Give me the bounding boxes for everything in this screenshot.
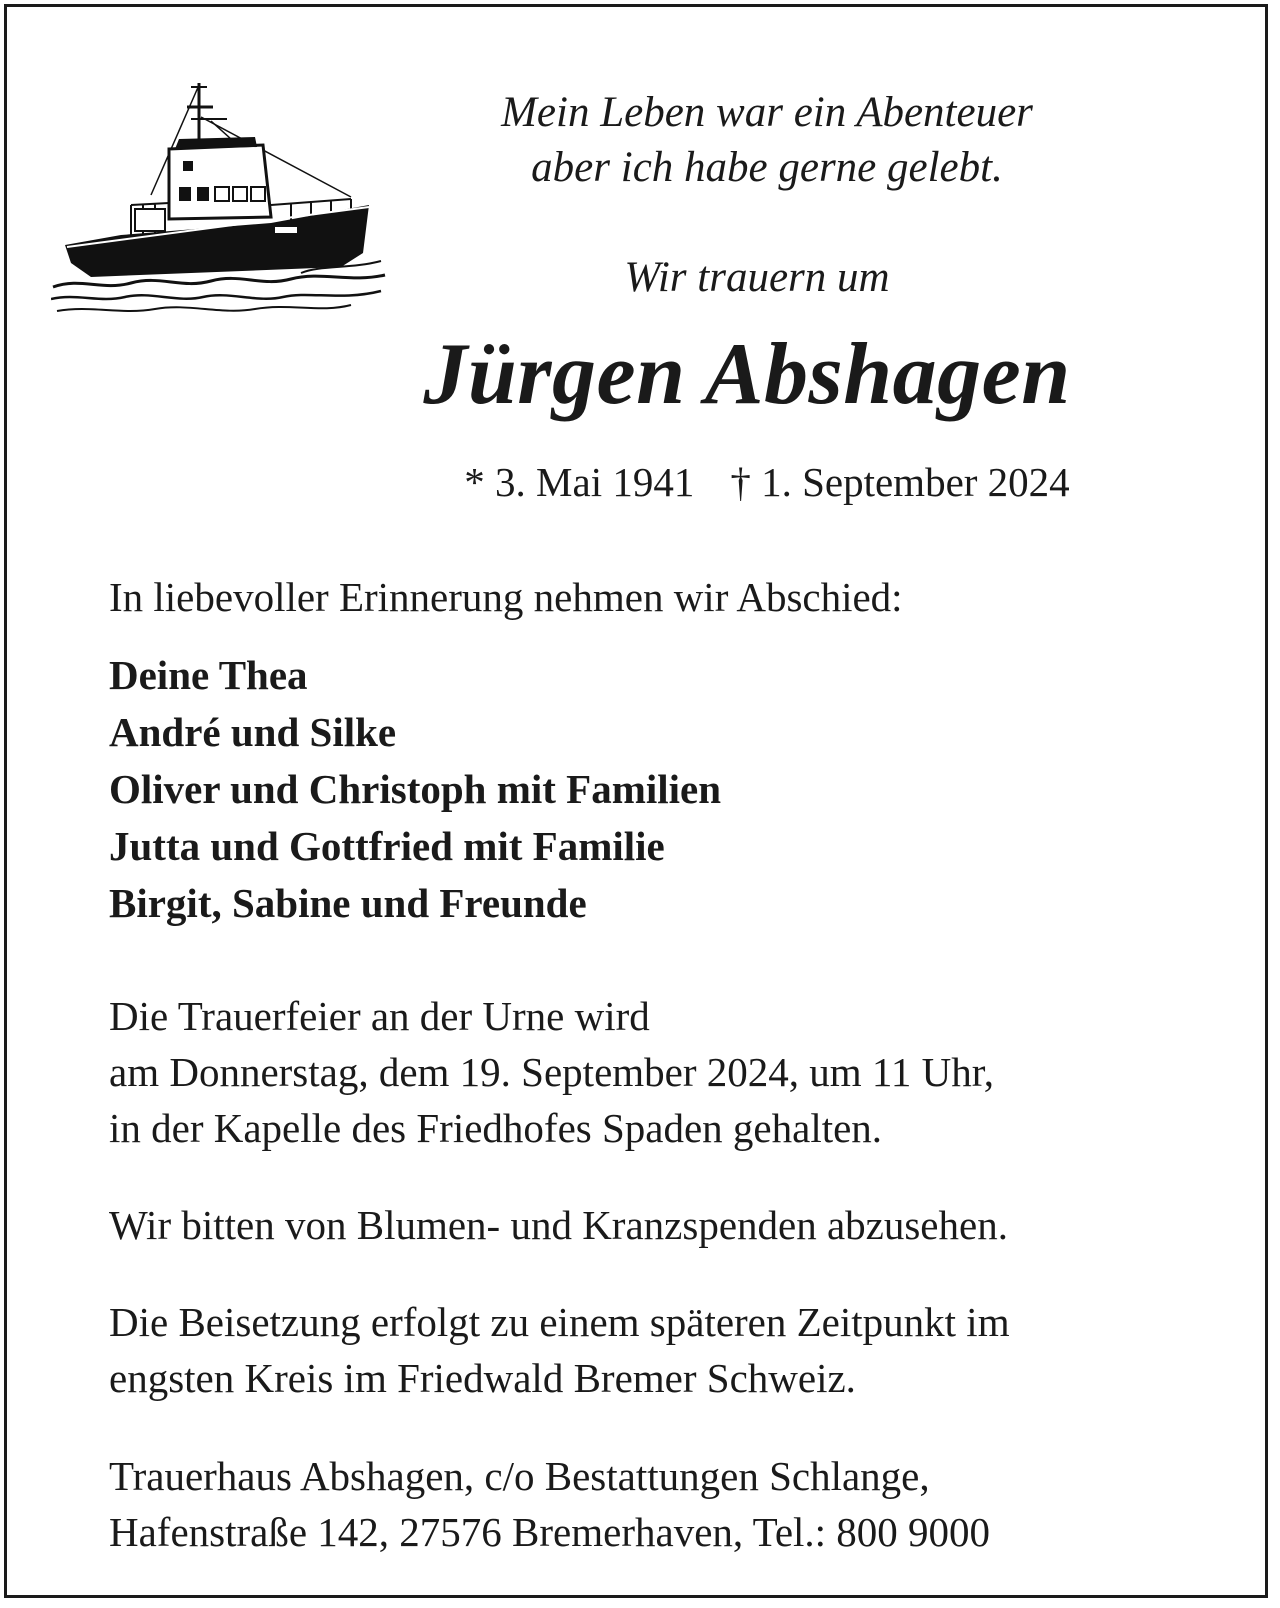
contact-info (109, 1448, 990, 1560)
birth-date: * 3. Mai 1941 (464, 459, 695, 505)
family-member: André und Silke (109, 709, 397, 755)
mourning-line: Wir trauern um (624, 254, 890, 301)
ceremony-line: am Donnerstag, dem 19. September 2024, um 11 Uhr, (109, 1049, 995, 1095)
ceremony-line: Die Trauerfeier an der Urne wird (109, 993, 650, 1039)
family-member: Birgit, Sabine und Freunde (109, 880, 587, 926)
obituary-notice (4, 4, 1268, 1598)
family-member: Deine Thea (109, 652, 308, 698)
flowers-note: Wir bitten von Blumen- und Kranzspenden abzusehen. (109, 1202, 1008, 1248)
deceased-name: Jürgen Abshagen (423, 326, 1071, 423)
family-list (109, 647, 721, 932)
ceremony-info (109, 988, 994, 1156)
fishing-boat-icon (51, 77, 401, 322)
contact-line: Hafenstraße 142, 27576 Bremerhaven, Tel.: 800 9000 (109, 1509, 991, 1555)
burial-line: Die Beisetzung erfolgt zu einem späteren Zeitpunkt im (109, 1299, 1010, 1345)
motto-line: Mein Leben war ein Abenteuer (501, 89, 1033, 136)
motto-line: aber ich habe gerne gelebt. (531, 144, 1003, 191)
motto (407, 85, 1127, 195)
death-date: † 1. September 2024 (730, 459, 1070, 505)
burial-line: engsten Kreis im Friedwald Bremer Schweiz. (109, 1355, 856, 1401)
family-member: Jutta und Gottfried mit Familie (109, 823, 665, 869)
farewell-intro: In liebevoller Erinnerung nehmen wir Abschied: (109, 574, 903, 620)
burial-info (109, 1294, 1010, 1406)
life-dates (397, 457, 1137, 507)
ceremony-line: in der Kapelle des Friedhofes Spaden gehalten. (109, 1105, 883, 1151)
family-member: Oliver und Christoph mit Familien (109, 766, 722, 812)
contact-line: Trauerhaus Abshagen, c/o Bestattungen Schlange, (109, 1453, 930, 1499)
